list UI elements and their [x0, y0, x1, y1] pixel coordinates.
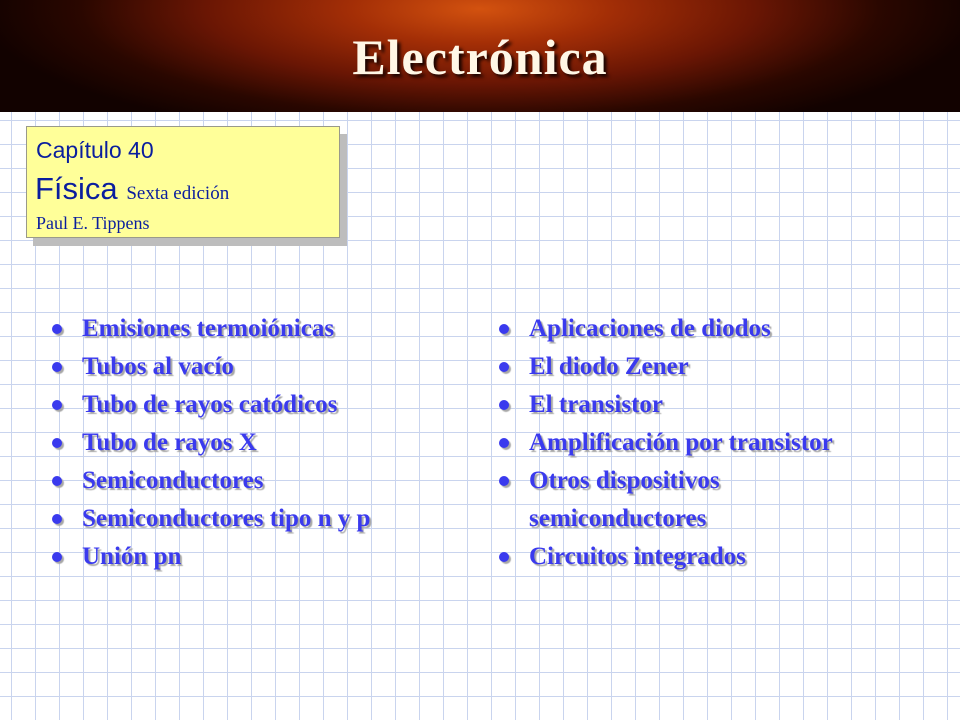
topic-item	[497, 424, 833, 462]
topic-text: Otros dispositivos	[529, 467, 720, 494]
bullet-icon	[499, 438, 509, 448]
topic-item	[50, 310, 370, 348]
topic-text: semiconductores	[529, 505, 707, 532]
topic-text: Unión pn	[82, 543, 182, 570]
bullet-icon	[52, 362, 62, 372]
bullet-icon	[52, 476, 62, 486]
topic-text: Amplificación por transistor	[529, 429, 833, 456]
topic-item	[497, 310, 833, 348]
bullet-icon	[499, 552, 509, 562]
topic-text: Aplicaciones de diodos	[529, 315, 771, 342]
topic-list-right	[497, 310, 833, 576]
topic-text: Tubos al vacío	[82, 353, 234, 380]
topic-item	[50, 386, 370, 424]
topic-item	[50, 500, 370, 538]
title-bar	[0, 0, 960, 112]
chapter-label: Capítulo 40	[36, 137, 154, 163]
topic-text: El diodo Zener	[529, 353, 689, 380]
bullet-icon	[52, 514, 62, 524]
topic-item	[50, 424, 370, 462]
book-title: Física	[35, 171, 118, 206]
bullet-icon	[499, 400, 509, 410]
topic-text: Circuitos integrados	[529, 543, 746, 570]
bullet-icon	[52, 400, 62, 410]
topic-text: Tubo de rayos X	[82, 429, 257, 456]
topic-item-continuation	[497, 500, 833, 538]
edition-label: Sexta edición	[126, 183, 230, 204]
bullet-icon	[52, 552, 62, 562]
author-label: Paul E. Tippens	[36, 213, 150, 233]
topic-item	[50, 538, 370, 576]
topic-text: Semiconductores	[82, 467, 264, 494]
topic-item	[497, 348, 833, 386]
book-line	[35, 171, 229, 207]
topic-item	[497, 462, 833, 500]
topic-text: Semiconductores tipo n y p	[82, 505, 371, 532]
bullet-icon	[499, 476, 509, 486]
topic-item	[50, 348, 370, 386]
bullet-icon	[52, 324, 62, 334]
topic-list-left	[50, 310, 370, 576]
topic-text: Emisiones termoiónicas	[82, 315, 335, 342]
bullet-icon	[499, 362, 509, 372]
info-box	[26, 126, 340, 238]
slide-title: Electrónica	[352, 29, 608, 85]
bullet-icon	[52, 438, 62, 448]
topic-item	[497, 386, 833, 424]
topic-item	[497, 538, 833, 576]
topic-text: Tubo de rayos catódicos	[82, 391, 338, 418]
topic-text: El transistor	[529, 391, 664, 418]
topic-item	[50, 462, 370, 500]
bullet-icon	[499, 324, 509, 334]
